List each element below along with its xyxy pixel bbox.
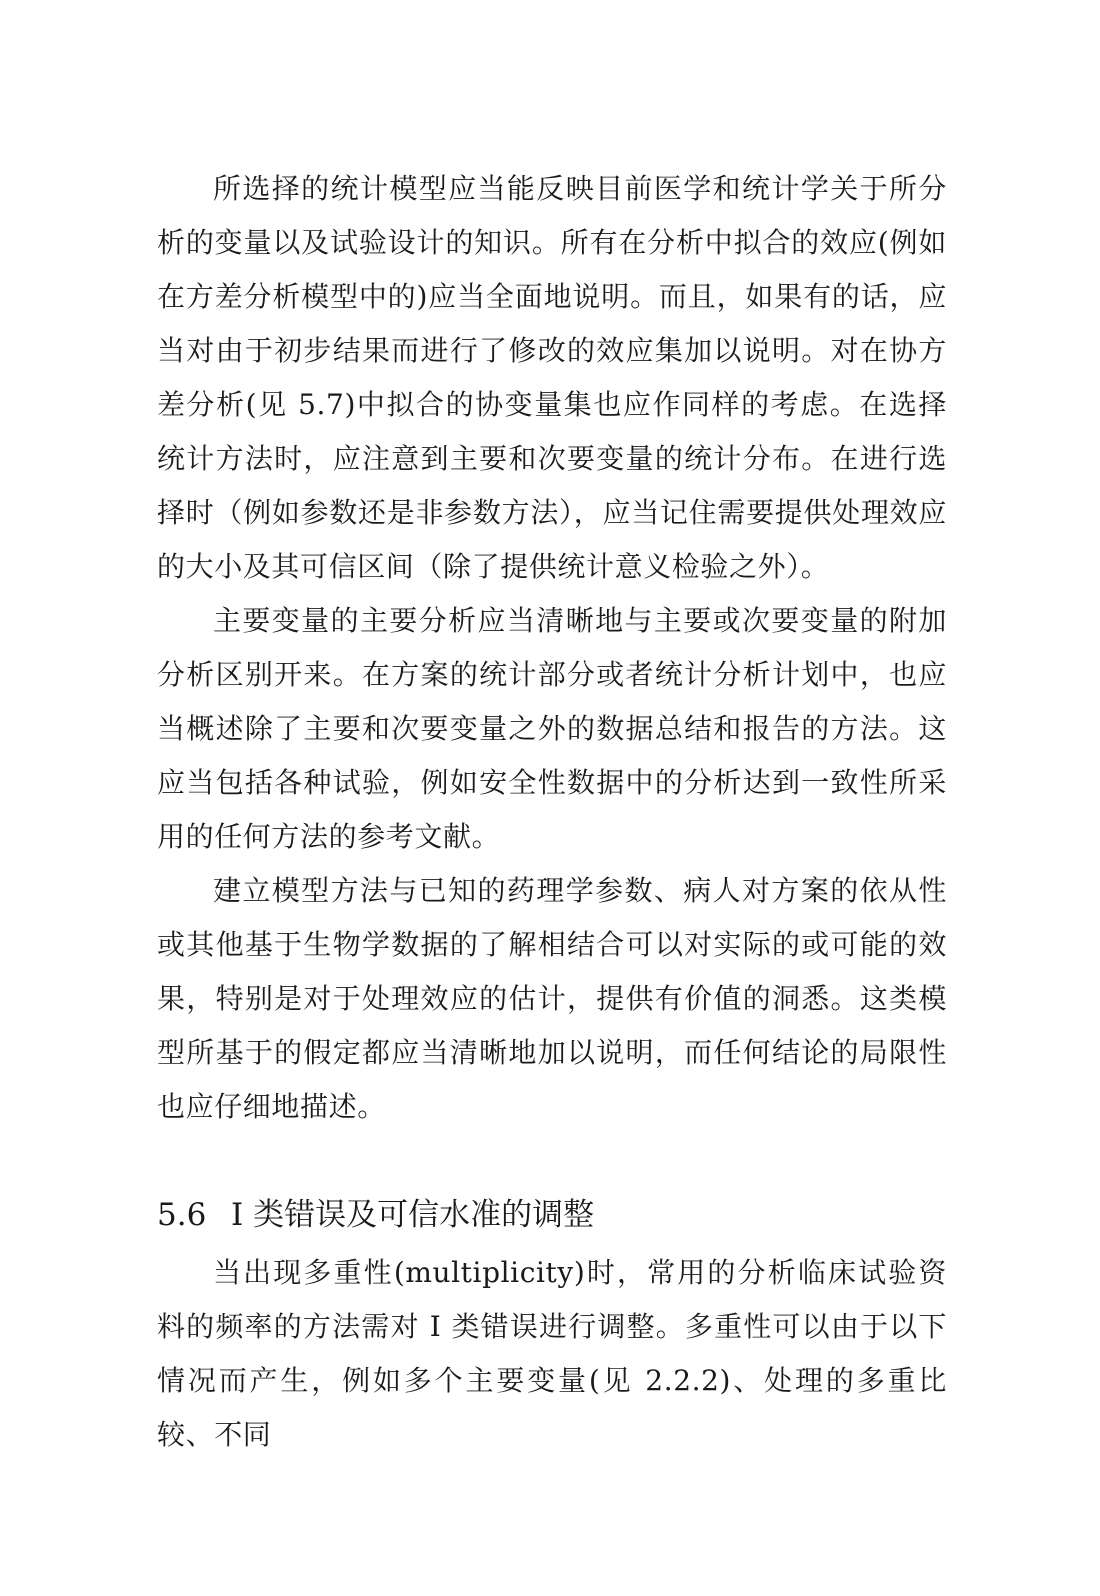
document-page <box>157 162 947 1462</box>
section-heading <box>157 1188 947 1242</box>
paragraph-model-selection: 所选择的统计模型应当能反映目前医学和统计学关于所分析的变量以及试验设计的知识。所有在分析中拟合的效应(例如在方差分析模型中的)应当全面地说明。而且，如果有的话，应当对由于初步结果而进行了修改的效应集加以说明。对在协方差分析(见 5.7)中拟合的协变量集也应作同样的考虑。在选择统计方法时，应注意到主要和次要变量的统计分布。在进行选择时（例如参数还是非参数方法），应当记住需要提供处理效应的大小及其可信区间（除了提供统计意义检验之外）。 <box>157 172 947 583</box>
paragraph-modelling-approach: 建立模型方法与已知的药理学参数、病人对方案的依从性或其他基于生物学数据的了解相结合可以对实际的或可能的效果，特别是对于处理效应的估计，提供有价值的洞悉。这类模型所基于的假定都应当清晰地加以说明，而任何结论的局限性也应仔细地描述。 <box>157 874 947 1123</box>
paragraph-primary-analysis: 主要变量的主要分析应当清晰地与主要或次要变量的附加分析区别开来。在方案的统计部分或者统计分析计划中，也应当概述除了主要和次要变量之外的数据总结和报告的方法。这应当包括各种试验，例如安全性数据中的分析达到一致性所采用的任何方法的参考文献。 <box>157 604 947 853</box>
section-5-6 <box>157 1188 947 1462</box>
paragraph-multiplicity: 当出现多重性(multiplicity)时，常用的分析临床试验资料的频率的方法需对 I 类错误进行调整。多重性可以由于以下情况而产生，例如多个主要变量(见 2.2.2)、处理的多重比较、不同 <box>157 1256 947 1451</box>
section-number: 5.6 <box>157 1197 207 1233</box>
section-title: I 类错误及可信水准的调整 <box>231 1197 595 1233</box>
